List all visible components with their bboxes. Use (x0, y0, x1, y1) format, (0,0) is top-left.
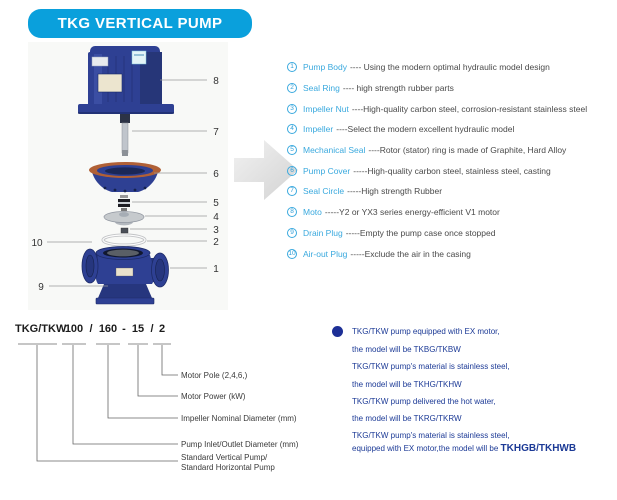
callout-6: 6 (213, 169, 219, 180)
note-line: the model will be TKBG/TKBW (352, 345, 461, 354)
pump-exploded-diagram (20, 42, 230, 312)
part-name: Seal Circle (303, 186, 345, 197)
part-item-seal-circle (287, 181, 615, 202)
part-number-badge: 4 (287, 124, 297, 134)
part-name: Impeller (303, 124, 334, 135)
parts-list (287, 57, 615, 264)
part-description: -----Empty the pump case once stopped (345, 227, 496, 238)
part-name: Moto (303, 207, 322, 218)
part-name: Pump Body (303, 62, 347, 73)
part-item-pump-body (287, 57, 615, 78)
part-number-badge: 8 (287, 207, 297, 217)
part-item-impeller (287, 119, 615, 140)
part-number-badge: 10 (288, 249, 296, 257)
part-item-mechanical-seal (287, 140, 615, 161)
motor-illustration (78, 46, 174, 114)
callout-1: 1 (213, 264, 219, 275)
label-impeller-diameter: Impeller Nominal Diameter (mm) (181, 414, 297, 423)
part-number-badge: 5 (287, 145, 297, 155)
callout-7: 7 (213, 127, 219, 138)
part-description: ----Select the modern excellent hydraulic model (336, 124, 515, 135)
callout-4: 4 (213, 212, 219, 223)
callout-10: 10 (31, 238, 43, 249)
label-motor-pole: Motor Pole (2,4,6,) (181, 371, 248, 380)
part-description: -----Y2 or YX3 series energy-efficient V1 motor (324, 207, 500, 218)
part-name: Impeller Nut (303, 103, 349, 114)
part-description: ---- Using the modern optimal hydraulic model design (349, 62, 550, 73)
motor-sticker (92, 57, 108, 66)
part-number-badge: 3 (287, 104, 297, 114)
part-description: ---- high strength rubber parts (342, 83, 454, 94)
part-number-badge: 7 (287, 186, 297, 196)
note-line: TKG/TKW pump's material is stainless steel, (352, 362, 510, 371)
model-code-inlet: 100 (64, 323, 84, 335)
motor-label (132, 51, 146, 64)
model-code-impeller: 160 (98, 323, 118, 335)
label-inlet-outlet-diameter: Pump Inlet/Outlet Diameter (mm) (181, 440, 299, 449)
part-number-badge: 6 (287, 166, 297, 176)
bullet-icon (332, 326, 343, 337)
part-description: ----Rotor (stator) ring is made of Graphite, Hard Alloy (368, 145, 567, 156)
part-name: Seal Ring (303, 83, 340, 94)
part-description: ----High-quality carbon steel, corrosion-resistant stainless steel (351, 103, 588, 114)
model-code-pole: 2 (158, 323, 166, 335)
callout-2: 2 (213, 237, 219, 248)
part-item-impeller-nut (287, 98, 615, 119)
model-code-separator: - (122, 323, 126, 335)
part-description: -----High strength Rubber (347, 186, 443, 197)
part-number-badge: 9 (287, 228, 297, 238)
part-name: Pump Cover (303, 165, 351, 176)
part-item-drain-plug (287, 223, 615, 244)
callout-3: 3 (213, 225, 219, 236)
model-code-separator: / (89, 323, 93, 335)
model-notes (330, 318, 615, 478)
part-name: Drain Plug (303, 227, 343, 238)
part-number-badge: 1 (287, 62, 297, 72)
page-title-banner (28, 9, 252, 38)
note-line-with-model (352, 443, 576, 454)
label-standard-horizontal-pump: Standard Horizontal Pump (181, 463, 275, 472)
callout-8: 8 (213, 76, 219, 87)
note-line: the model will be TKHG/TKHW (352, 380, 462, 389)
part-item-motor (287, 202, 615, 223)
impeller-nut-illustration (121, 228, 128, 233)
label-motor-power: Motor Power (kW) (181, 392, 246, 401)
note-line: TKG/TKW pump equipped with EX motor, (352, 327, 500, 336)
part-name: Mechanical Seal (303, 145, 366, 156)
note-line-prefix: equipped with EX motor,the model will be (352, 444, 501, 453)
part-item-seal-ring (287, 78, 615, 99)
note-line: the model will be TKRG/TKRW (352, 414, 462, 423)
highlighted-model-code: TKHGB/TKHWB (500, 443, 577, 454)
part-description: -----Exclude the air in the casing (350, 248, 471, 259)
part-item-air-out-plug (287, 243, 615, 264)
note-line: TKG/TKW pump's material is stainless steel, (352, 431, 510, 440)
pump-nameplate (116, 268, 133, 276)
model-code-separator: / (150, 323, 154, 335)
page-title: TKG VERTICAL PUMP (57, 15, 223, 32)
part-description: -----High-quality carbon steel, stainless steel, casting (353, 165, 551, 176)
note-line: TKG/TKW pump delivered the hot water, (352, 397, 496, 406)
model-code-power: 15 (131, 323, 145, 335)
label-standard-vertical-pump: Standard Vertical Pump/ (181, 453, 268, 462)
callout-5: 5 (213, 198, 219, 209)
part-number-badge: 2 (287, 83, 297, 93)
model-code-series: TKG/TKW (15, 323, 67, 335)
part-item-pump-cover (287, 160, 615, 181)
motor-nameplate (98, 74, 122, 92)
part-name: Air-out Plug (303, 248, 348, 259)
callout-9: 9 (38, 282, 44, 293)
